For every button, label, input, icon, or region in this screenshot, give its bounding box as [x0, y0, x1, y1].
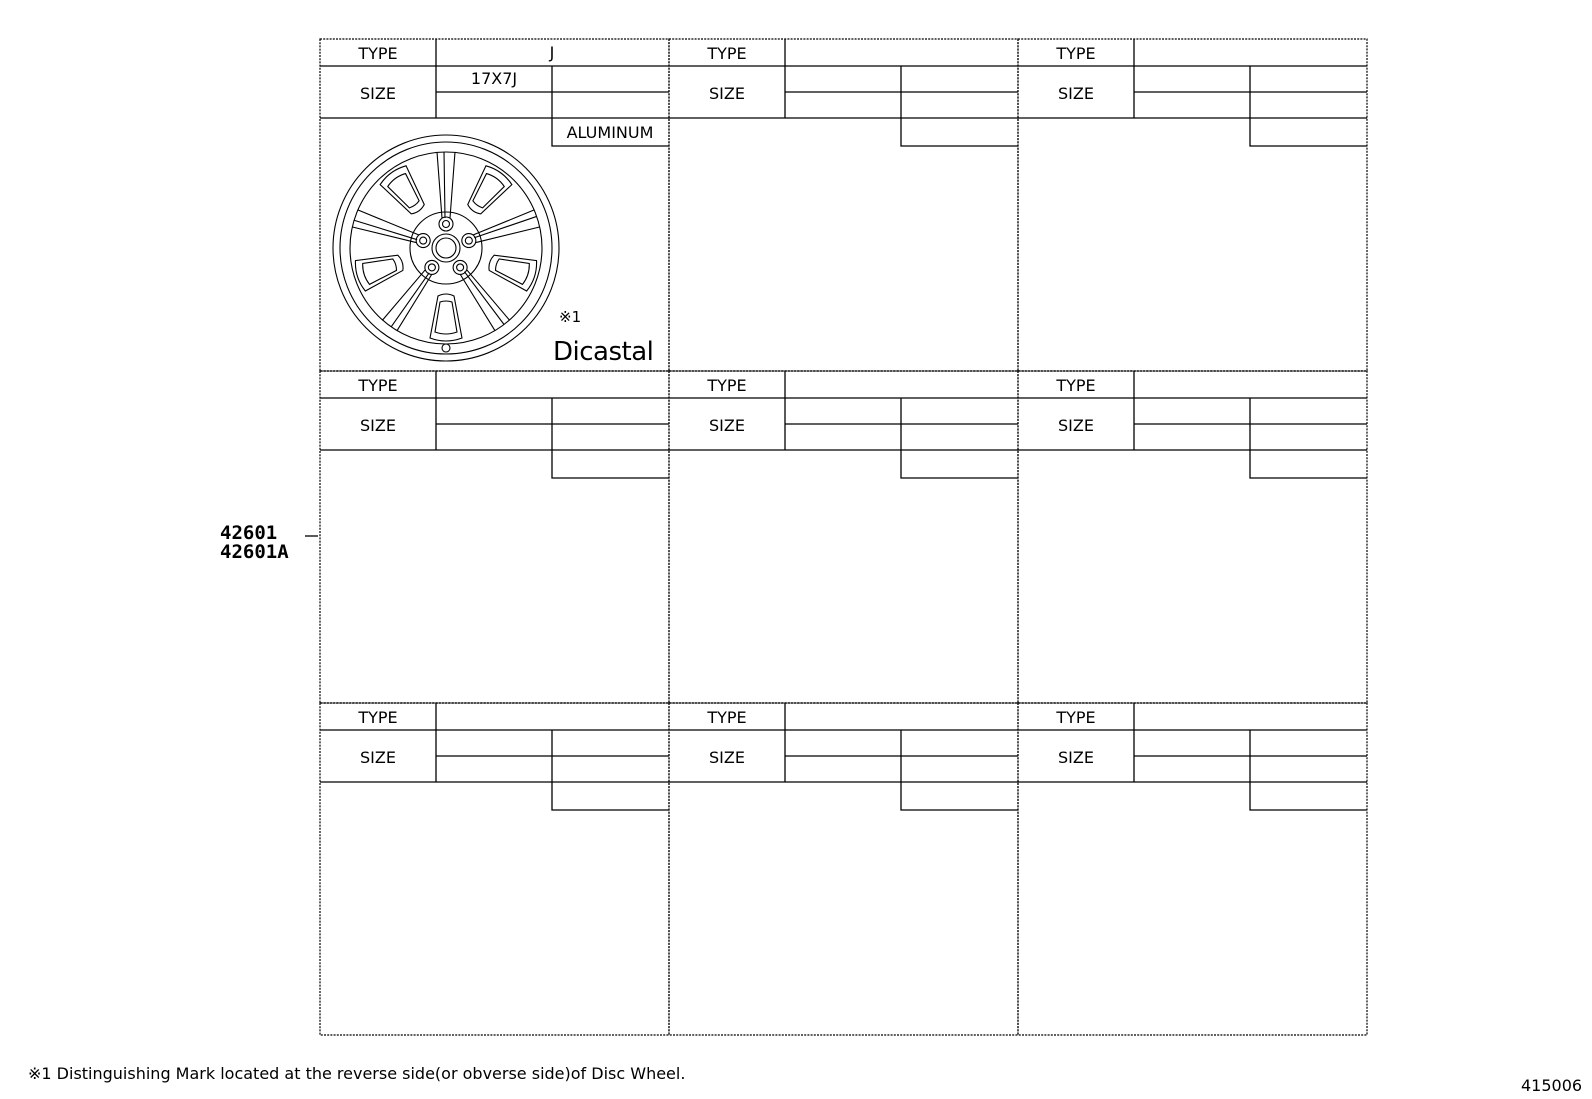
spec-cell	[1018, 371, 1367, 703]
material-tab	[1250, 118, 1367, 146]
brand-logo: Dicastal	[553, 337, 654, 367]
size-label: SIZE	[709, 416, 745, 435]
size-label: SIZE	[709, 748, 745, 767]
spec-cell	[320, 39, 669, 371]
type-label: TYPE	[1056, 708, 1096, 727]
footnote: ※1 Distinguishing Mark located at the reverse side(or obverse side)of Disc Wheel.	[28, 1064, 686, 1083]
material-tab	[901, 118, 1018, 146]
material-value: ALUMINUM	[566, 123, 654, 142]
material-tab	[552, 782, 669, 810]
spec-cell	[669, 371, 1018, 703]
spec-cell	[320, 371, 669, 703]
distinguishing-mark-ref: ※1	[559, 308, 582, 326]
material-tab	[901, 782, 1018, 810]
spec-cell	[1018, 703, 1367, 1035]
type-label: TYPE	[358, 376, 398, 395]
spec-cell	[320, 703, 669, 1035]
spec-grid	[320, 39, 1367, 1035]
size-label: SIZE	[360, 416, 396, 435]
size-label: SIZE	[1058, 416, 1094, 435]
size-label: SIZE	[1058, 748, 1094, 767]
part-number: 42601A	[220, 541, 289, 563]
size-label: SIZE	[360, 84, 396, 103]
part-number: 42601	[220, 522, 278, 544]
material-tab	[901, 450, 1018, 478]
size-label: SIZE	[360, 748, 396, 767]
type-label: TYPE	[358, 708, 398, 727]
type-label: TYPE	[707, 708, 747, 727]
type-label: TYPE	[1056, 376, 1096, 395]
material-tab	[552, 450, 669, 478]
type-label: TYPE	[707, 44, 747, 63]
spec-cell	[669, 39, 1018, 371]
type-label: TYPE	[358, 44, 398, 63]
diagram-id: 415006	[1521, 1076, 1583, 1095]
spec-cell	[669, 703, 1018, 1035]
material-tab	[1250, 450, 1367, 478]
type-label: TYPE	[707, 376, 747, 395]
material-tab	[1250, 782, 1367, 810]
type-value: J	[549, 43, 555, 62]
five-spoke-alloy-wheel-icon	[333, 135, 559, 361]
type-label: TYPE	[1056, 44, 1096, 63]
size-label: SIZE	[1058, 84, 1094, 103]
spec-cell	[1018, 39, 1367, 371]
size-value: 17X7J	[470, 69, 518, 88]
size-label: SIZE	[709, 84, 745, 103]
